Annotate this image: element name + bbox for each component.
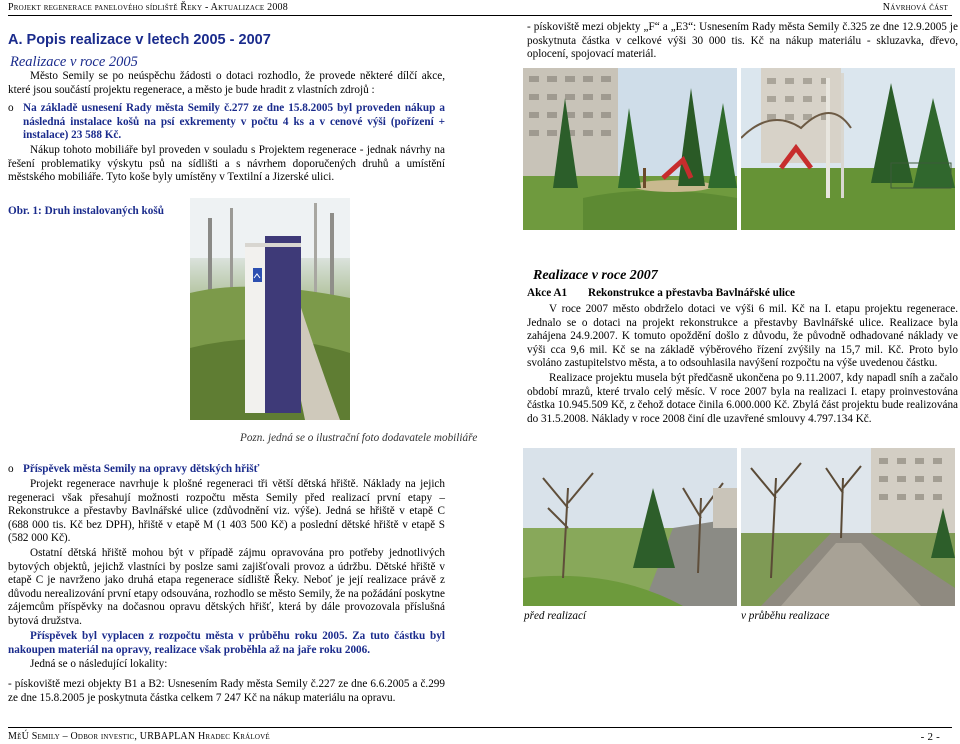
caption-during: v průběhu realizace	[741, 610, 830, 622]
bullet-marker: o	[8, 102, 14, 114]
bullet-marker-2: o	[8, 463, 14, 475]
paragraph-other-playgrounds: Ostatní dětská hřiště mohou být v případě zájmu opravována pro potřeby jednotlivých bytových objektů, jejichž vlastníci by poslze sami zajišťovali provoz a údržbu. Dětské hřiště v etapě C je navrženo jako druhá etapa regenerace sídliště Řeky. Neboť je její realizace právě z důvodu nerealizování první etapy odsouvána, rozhodlo se město Semily, že na požádání poskytne zájemcům příspěvky na dočasnou opravu dětských hřišť, která by dále provozovala příslušná bytová družstva.	[8, 547, 445, 627]
footer-left: MěÚ Semily – Odbor investic, URBAPLAN Hradec Králové	[8, 731, 270, 742]
paragraph-sandpit-f: - pískoviště mezi objekty „F“ a „E3“: Usnesením Rady města Semily č.325 ze dne 12.9.2005 je poskytnuta částka v celkové výši 30 000 tis. Kč na nákup materiálu - skluzavka, dřevo, oplocení, spojovací materiál.	[527, 21, 958, 61]
photo-during-realization	[741, 448, 955, 606]
bullet-playgrounds: Příspěvek města Semily na opravy dětských hřišť	[23, 463, 260, 475]
paragraph-intro: Město Semily se po neúspěchu žádosti o dotaci rozhodlo, že provede některé dílčí akce, které jsou součástí projektu regenerace, a město je bude hradit z vlastních zdrojů :	[8, 70, 445, 96]
figure-label: Obr. 1: Druh instalovaných košů	[8, 205, 164, 217]
header-section: Návrhová část	[882, 2, 948, 13]
paragraph-mobiliar: Nákup tohoto mobiliáře byl proveden v souladu s Projektem regenerace - jednak návrhy na řešení problematiky výskytu psů na sídlišti a s návrhem doporučených druhů a umístění městského mobiliáře. Tyto koše byly umístěny v Textilní a Jizerské ulici.	[8, 144, 445, 184]
paragraph-subsidy-2007: V roce 2007 město obdrželo dotaci ve výši 6 mil. Kč na I. etapu projektu regenerace. Jednalo se o dotaci na projekt rekonstrukce a přestavby Bavlnářské ulice. Realizace byla zahájena 24.9.2007. K tomuto opoždění došlo z důvodu, že původně odhadované náklady ve výši cca 9,6 mil. Kč se na základě výběrového řízení zvýšily na 15,7 mil. Kč. Proto bylo svoláno zastupitelstvo města, a to odsouhlasila navýšení rozpočtu na výše uvedenou částku.	[527, 303, 958, 370]
paragraph-contribution: Příspěvek byl vyplacen z rozpočtu města v průběhu roku 2005. Za tuto částku byl nakoupen materiál na opravy, realizace však proběhla až na jaře roku 2006.	[8, 630, 445, 656]
photo-dog-bin	[190, 198, 350, 420]
paragraph-localities: Jedná se o následující lokality:	[30, 658, 168, 670]
paragraph-realization: Realizace projektu musela být předčasně ukončena po 9.11.2007, kdy napadl sníh a začalo období mrazů, které trvalo celý měsíc. V roce 2007 byla na realizaci I. etapy proinvestována částka 10.945.509 Kč, z čehož dotace činila 6.000.000 Kč. Zbylá část projektu bude realizována do 31.5.2008. Náklady v roce 2008 činí dle uzavřené smlouvy 4.797.134 Kč.	[527, 372, 958, 425]
subheading-2007: Realizace v roce 2007	[533, 268, 658, 283]
footer-rule	[8, 727, 952, 728]
photo-playground-2	[741, 68, 955, 230]
subheading-2005: Realizace v roce 2005	[10, 54, 138, 70]
page-number: - 2 -	[920, 731, 940, 743]
header-title: Projekt regenerace panelového sídliště Řeky - Aktualizace 2008	[8, 2, 288, 13]
akce-code: Akce A1	[527, 287, 568, 299]
paragraph-sandpit-b: - pískoviště mezi objekty B1 a B2: Usnesením Rady města Semily č.227 ze dne 6.6.2005 a č.299 ze dne 15.8.2005 je poskytnuta částka celkem 7 247 Kč na nákup materiálu na opravu.	[8, 678, 445, 704]
section-title: A. Popis realizace v letech 2005 - 2007	[8, 32, 271, 48]
photo-playground-1	[523, 68, 737, 230]
akce-title: Rekonstrukce a přestavba Bavlnářské ulice	[588, 287, 795, 299]
header-rule	[8, 15, 952, 16]
caption-before: před realizací	[524, 610, 587, 622]
bullet-dog-bins: Na základě usnesení Rady města Semily č.277 ze dne 15.8.2005 byl proveden nákup a následná instalace košů na psí exkrementy v počtu 4 ks a v cenové výši (pořízení + instalace) 23 588 Kč.	[23, 102, 445, 142]
figure-note: Pozn. jedná se o ilustrační foto dodavatele mobiliáře	[240, 432, 478, 444]
paragraph-playgrounds: Projekt regenerace navrhuje k plošné regeneraci tři větší dětská hřiště. Náklady na jejich regeneraci však přesahují možnosti rozpočtu města Semily před realizací první etapy – Rekonstrukce a přestavby Bavlnářské ulice (zdůvodnění viz. výše). Jedná se hřiště v etapě C (688 000 tis. Kč bez DPH), hřiště v etapě M (1 403 500 Kč) a poslední dětské hřiště v etapě S (582 000 Kč).	[8, 478, 445, 545]
photo-before-realization	[523, 448, 737, 606]
